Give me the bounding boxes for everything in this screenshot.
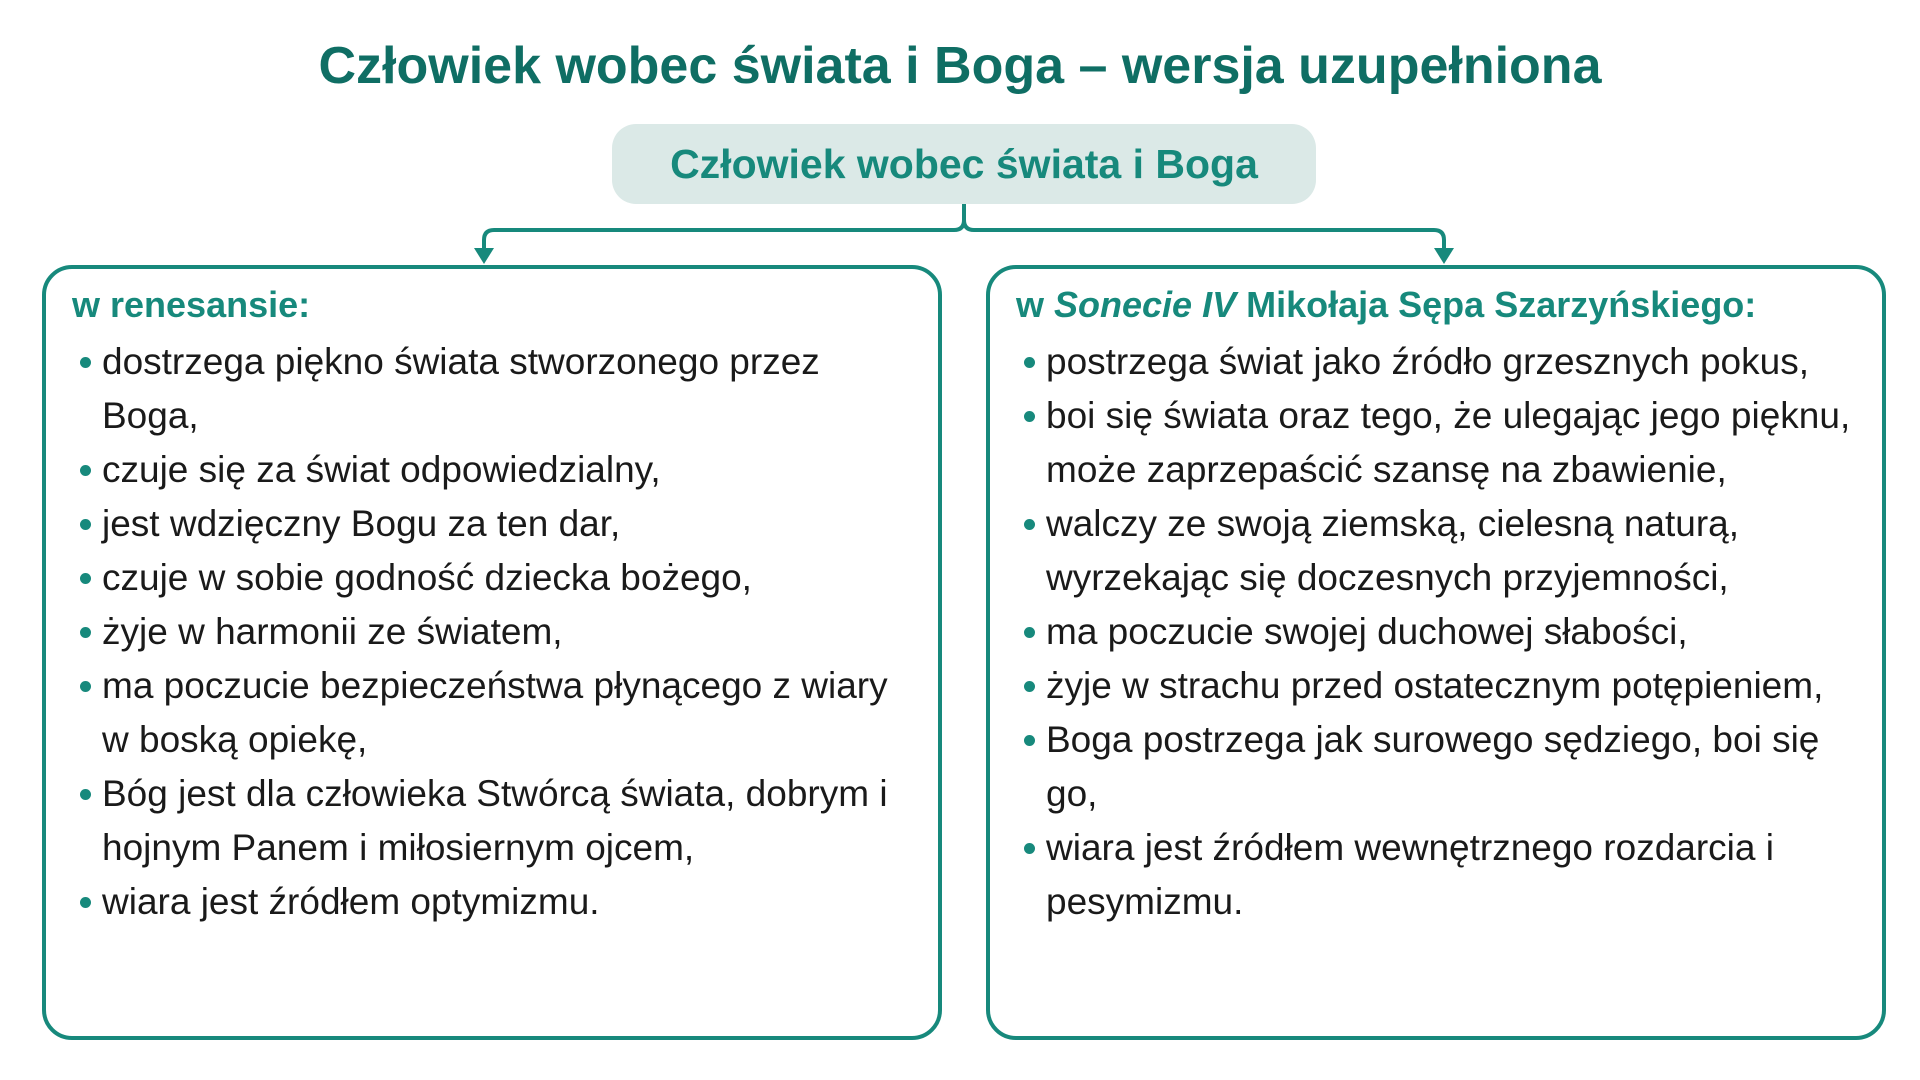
bullet-icon (1024, 357, 1035, 368)
renaissance-panel (42, 265, 942, 1040)
list-item: boi się świata oraz tego, że ulegając jego pięknu, może zaprzepaścić szansę na zbawienie, (1024, 389, 1868, 497)
bullet-icon (1024, 519, 1035, 530)
bullet-icon (1024, 411, 1035, 422)
list-item: czuje w sobie godność dziecka bożego, (80, 551, 924, 605)
list-item: jest wdzięczny Bogu za ten dar, (80, 497, 924, 551)
connector-stem-right (964, 220, 1444, 252)
bullet-icon (80, 465, 91, 476)
bullet-icon (80, 519, 91, 530)
list-item: ma poczucie swojej duchowej słabości, (1024, 605, 1868, 659)
renaissance-heading: w renesansie: (72, 284, 311, 325)
list-item: wiara jest źródłem optymizmu. (80, 875, 924, 929)
sonnet-heading: w Sonecie IV Mikołaja Sępa Szarzyńskiego: (1016, 284, 1757, 325)
list-item: Boga postrzega jak surowego sędziego, boi się go, (1024, 713, 1868, 821)
list-item: czuje się za świat odpowiedzialny, (80, 443, 924, 497)
bullet-icon (1024, 843, 1035, 854)
bullet-icon (80, 897, 91, 908)
central-node-label: Człowiek wobec świata i Boga (670, 140, 1258, 187)
bullet-icon (1024, 627, 1035, 638)
central-node (612, 124, 1316, 204)
bullet-icon (80, 627, 91, 638)
list-item: Bóg jest dla człowieka Stwórcą świata, dobrym i hojnym Panem i miłosiernym ojcem, (80, 767, 924, 875)
bullet-icon (80, 357, 91, 368)
list-item: ma poczucie bezpieczeństwa płynącego z wiary w boską opiekę, (80, 659, 924, 767)
list-item: walczy ze swoją ziemską, cielesną naturą, wyrzekając się doczesnych przyjemności, (1024, 497, 1868, 605)
sonnet-list (1024, 335, 1868, 929)
list-item: żyje w strachu przed ostatecznym potępieniem, (1024, 659, 1868, 713)
bullet-icon (80, 789, 91, 800)
bullet-icon (1024, 681, 1035, 692)
list-item: dostrzega piękno świata stworzonego przez Boga, (80, 335, 924, 443)
arrow-right-icon (1434, 248, 1454, 264)
bullet-icon (80, 681, 91, 692)
list-item: wiara jest źródłem wewnętrznego rozdarcia i pesymizmu. (1024, 821, 1868, 929)
diagram-title: Człowiek wobec świata i Boga – wersja uzupełniona (318, 37, 1602, 95)
bullet-icon (80, 573, 91, 584)
list-item: żyje w harmonii ze światem, (80, 605, 924, 659)
arrow-left-icon (474, 248, 494, 264)
list-item: postrzega świat jako źródło grzesznych pokus, (1024, 335, 1868, 389)
renaissance-list (80, 335, 924, 929)
connector-stem (484, 204, 964, 252)
sonnet-panel (986, 265, 1886, 1040)
sonnet-title: Sonecie IV (1054, 284, 1237, 325)
bullet-icon (1024, 735, 1035, 746)
